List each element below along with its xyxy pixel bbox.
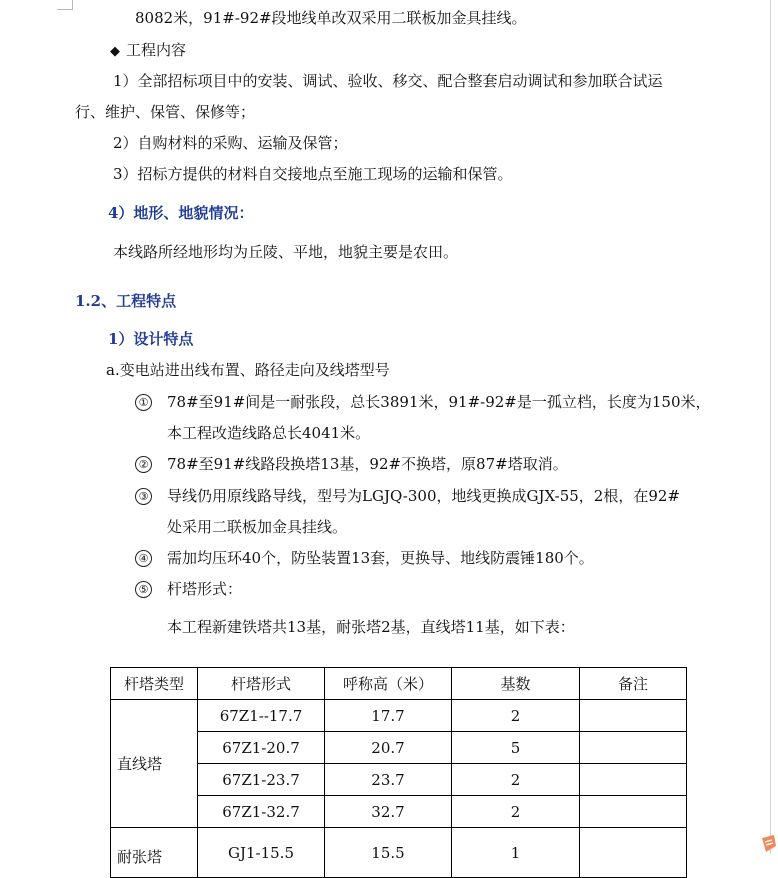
table-row xyxy=(111,796,687,828)
table-row xyxy=(111,828,687,878)
circled-number-icon: ① xyxy=(135,394,152,411)
list-item-text: 78#至91#线路段换塔13基，92#不换塔，原87#塔取消。 xyxy=(167,455,568,473)
tower-type-cell: 直线塔 xyxy=(111,700,198,828)
paragraph-line: 8082米，91#-92#段地线单改双采用二联板加金具挂线。 xyxy=(135,9,527,27)
section-heading: 1.2、工程特点 xyxy=(75,292,177,310)
table-header-cell: 备注 xyxy=(580,668,687,700)
paragraph-line: 2）自购材料的采购、运输及保管； xyxy=(113,134,348,152)
table-cell xyxy=(580,828,687,878)
list-marker xyxy=(135,392,152,412)
table-cell xyxy=(580,764,687,796)
subsection-heading: 1）设计特点 xyxy=(108,330,194,348)
table-cell: 17.7 xyxy=(325,700,452,732)
document-corner-icon xyxy=(758,834,778,854)
circled-number-icon: ④ xyxy=(135,550,152,567)
table-cell: 1 xyxy=(452,828,580,878)
diamond-bullet-icon: ◆ xyxy=(110,44,120,59)
table-header-cell: 杆塔类型 xyxy=(111,668,198,700)
table-cell: 67Z1-20.7 xyxy=(198,732,325,764)
table-cell: 5 xyxy=(452,732,580,764)
table-cell: 2 xyxy=(452,764,580,796)
circled-number-icon: ③ xyxy=(135,488,152,505)
table-cell: 20.7 xyxy=(325,732,452,764)
table-cell: 67Z1--17.7 xyxy=(198,700,325,732)
list-marker xyxy=(135,486,152,506)
paragraph-line: 行、维护、保管、保修等； xyxy=(75,103,256,121)
table-header-row xyxy=(111,668,687,700)
table-cell xyxy=(580,732,687,764)
list-marker xyxy=(135,454,152,474)
table-header-cell: 呼称高（米） xyxy=(325,668,452,700)
bullet-heading-text: 工程内容 xyxy=(126,41,187,59)
table-row xyxy=(111,732,687,764)
tower-table xyxy=(110,667,687,878)
paragraph-line: 本线路所经地形均为丘陵、平地，地貌主要是农田。 xyxy=(113,243,459,261)
list-item-text: 需加均压环40个，防坠装置13套，更换导、地线防震锤180个。 xyxy=(167,549,594,567)
circled-number-icon: ⑤ xyxy=(135,581,152,598)
table-header-cell: 基数 xyxy=(452,668,580,700)
table-cell: 67Z1-23.7 xyxy=(198,764,325,796)
circled-number-icon: ② xyxy=(135,456,152,473)
list-item-text: 导线仍用原线路导线，型号为LGJQ-300，地线更换成GJX-55，2根，在92# xyxy=(167,487,680,505)
margin-mark xyxy=(57,9,73,10)
table-cell: GJ1-15.5 xyxy=(198,828,325,878)
list-item-text: 杆塔形式： xyxy=(167,580,243,598)
table-row xyxy=(111,700,687,732)
page-edge xyxy=(770,0,771,854)
paragraph-line: 1）全部招标项目中的安装、调试、验收、移交、配合整套启动调试和参加联合试运 xyxy=(113,72,663,90)
paragraph-line: a.变电站进出线布置、路径走向及线塔型号 xyxy=(106,361,390,379)
table-cell: 2 xyxy=(452,796,580,828)
table-cell: 2 xyxy=(452,700,580,732)
list-item-text: 处采用二联板加金具挂线。 xyxy=(167,518,348,536)
table-row xyxy=(111,764,687,796)
table-cell: 15.5 xyxy=(325,828,452,878)
list-item-text: 本工程改造线路总长4041米。 xyxy=(167,424,371,442)
table-header-cell: 杆塔形式 xyxy=(198,668,325,700)
table-cell: 32.7 xyxy=(325,796,452,828)
list-marker xyxy=(135,548,152,568)
table-cell xyxy=(580,796,687,828)
list-item-text: 78#至91#间是一耐张段，总长3891米，91#-92#是一孤立档，长度为150米， xyxy=(167,393,711,411)
paragraph-line: 3）招标方提供的材料自交接地点至施工现场的运输和保管。 xyxy=(113,165,513,183)
table-cell: 23.7 xyxy=(325,764,452,796)
section-heading: 4）地形、地貌情况： xyxy=(108,204,254,222)
margin-mark xyxy=(72,0,73,9)
paragraph-line: 本工程新建铁塔共13基，耐张塔2基，直线塔11基，如下表： xyxy=(167,618,575,636)
table-cell: 67Z1-32.7 xyxy=(198,796,325,828)
bullet-heading xyxy=(110,40,186,62)
table-cell xyxy=(580,700,687,732)
list-marker xyxy=(135,579,152,599)
tower-type-cell: 耐张塔 xyxy=(111,828,198,878)
